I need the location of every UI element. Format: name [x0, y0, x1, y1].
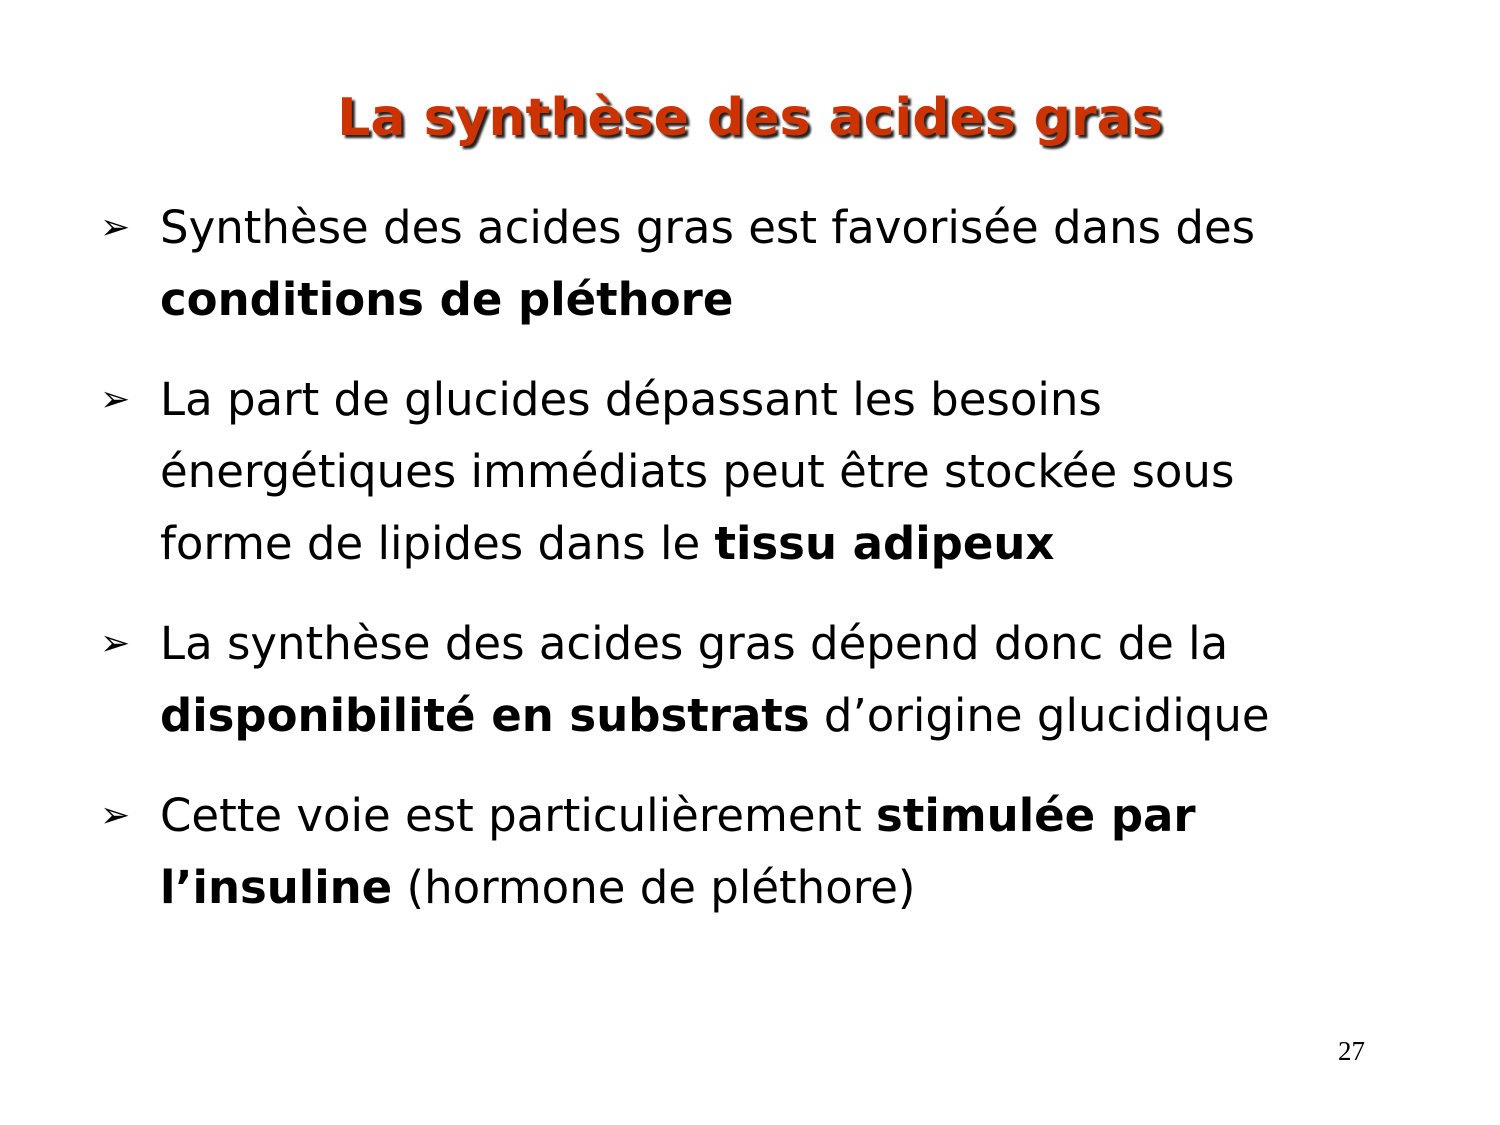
text-run: (hormone de pléthore): [392, 861, 916, 914]
bullet-line: [160, 508, 1440, 580]
page-number: 27: [1338, 1036, 1365, 1066]
text-run: énergétiques immédiats peut être stockée sous: [160, 445, 1235, 498]
bullet-item: [100, 192, 1440, 336]
bullet-line: [160, 608, 1440, 680]
text-run: Synthèse des acides gras est favorisée dans des: [160, 201, 1256, 254]
bullet-line: [160, 364, 1440, 436]
bullet-list: [100, 192, 1440, 952]
arrowhead-bullet-icon: ➢: [100, 795, 131, 836]
bullet-line: [160, 192, 1440, 264]
text-run: La synthèse des acides gras dépend donc de la: [160, 617, 1229, 670]
bullet-item: [100, 608, 1440, 752]
arrowhead-bullet-icon: ➢: [100, 379, 131, 420]
bullet-line: [160, 780, 1440, 852]
text-run: forme de lipides dans le: [160, 517, 715, 570]
arrowhead-bullet-icon: ➢: [100, 207, 131, 248]
bullet-line: [160, 436, 1440, 508]
bullet-line: [160, 852, 1440, 924]
bold-text: stimulée par: [876, 789, 1196, 842]
text-run: La part de glucides dépassant les besoins: [160, 373, 1102, 426]
text-run: Cette voie est particulièrement: [160, 789, 877, 842]
slide-title: La synthèse des acides gras: [337, 88, 1163, 148]
bold-text: tissu adipeux: [714, 517, 1055, 570]
bullet-item: [100, 364, 1440, 580]
text-run: d’origine glucidique: [809, 689, 1270, 742]
bold-text: l’insuline: [160, 861, 393, 914]
bullet-line: [160, 680, 1440, 752]
bullet-line: [160, 264, 1440, 336]
bold-text: conditions de pléthore: [160, 273, 734, 326]
arrowhead-bullet-icon: ➢: [100, 623, 131, 664]
bold-text: disponibilité en substrats: [160, 689, 810, 742]
bullet-item: [100, 780, 1440, 924]
